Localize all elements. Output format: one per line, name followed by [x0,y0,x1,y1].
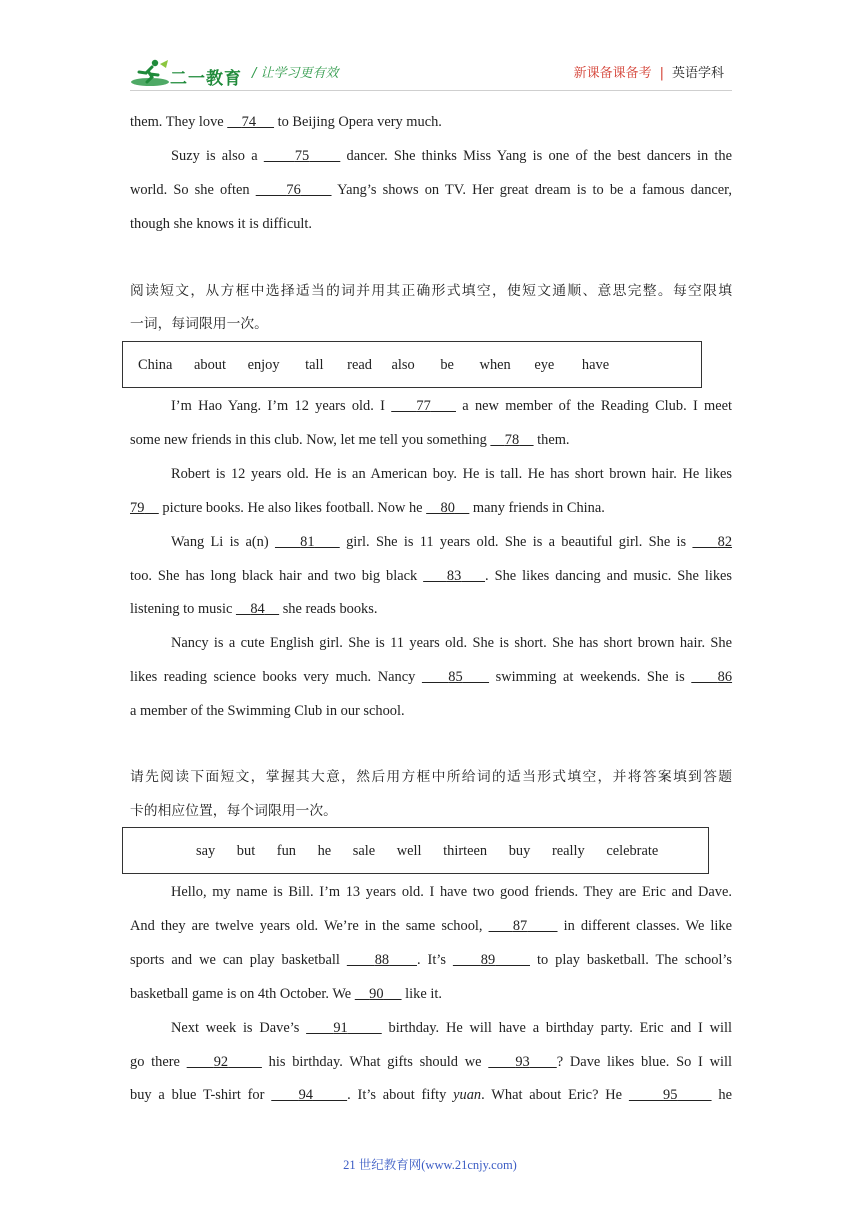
word-bank-item: China [138,357,173,373]
text-line: world. So she often 76 Yang’s shows on TV. Her great dream is to be a famous dancer, [130,182,732,198]
text-line: go there 92 his birthday. What gifts should we 93 ? Dave likes blue. So I will [130,1054,732,1070]
logo-text: 二一教育 [170,69,242,89]
word-bank-item: about [193,357,226,373]
text-line: though she knows it is difficult. [130,216,313,232]
word-bank-item: celebrate [606,843,659,859]
header-divider [130,90,732,91]
section3-instruction-cont: 卡的相应位置，每个词限用一次。 [130,803,337,819]
word-bank-item: read [347,357,372,373]
blank-85: 85 [448,669,463,685]
blank-79: 79 [130,500,145,516]
word-bank-item: enjoy [247,357,280,373]
text-line: Robert is 12 years old. He is an American boy. He is tall. He has short brown hair. He likes [171,466,732,482]
word-bank-item: eye [534,357,555,373]
section2-instruction: 阅读短文，从方框中选择适当的词并用其正确形式填空，使短文通顺、意思完整。每空限填 [130,283,732,299]
page-header [130,52,732,96]
header-right [574,62,724,81]
header-right-title: 新课备课备考 [573,66,652,81]
page-footer: 21 世纪教育网(www.21cnjy.com) [343,1158,517,1172]
word-bank-item: thirteen [443,843,488,859]
blank-80: 80 [440,500,455,516]
text-line: Suzy is also a 75 dancer. She thinks Miss Yang is one of the best dancers in the [171,148,732,164]
text-line: Nancy is a cute English girl. She is 11 years old. She is short. She has short brown hair. She [171,635,732,651]
blank-84: 84 [250,601,265,617]
word-bank-item: fun [276,843,296,859]
blank-91: 91 [333,1020,348,1036]
text-line: likes reading science books very much. Nancy 85 swimming at weekends. She is 86 [130,669,733,685]
blank-77: 77 [416,398,431,414]
text-line: Next week is Dave’s 91 birthday. He will have a birthday party. Eric and I will [171,1020,733,1036]
word-bank-item: be [440,357,454,373]
word-bank-item: really [551,843,585,859]
slogan: / 让学习更有效 [252,66,339,81]
header-separator: | [659,66,664,81]
section2-instruction-cont: 一词，每词限用一次。 [130,316,268,332]
word-bank-item: he [317,843,332,859]
text-line: Wang Li is a(n) 81 girl. She is 11 years old. She is a beautiful girl. She is 82 [171,534,733,550]
text-line: And they are twelve years old. We’re in the same school, 87 in different classes. We like [130,918,732,934]
blank-81: 81 [300,534,315,550]
word-bank-item: sale [352,843,376,859]
word-bank-item: say [196,843,216,859]
section3-instruction: 请先阅读下面短文，掌握其大意，然后用方框中所给词的适当形式填空，并将答案填到答题 [130,769,732,785]
blank-92: 92 [213,1054,229,1070]
text-line: 79 picture books. He also likes football. Now he 80 many friends in China. [130,500,605,516]
text-line: a member of the Swimming Club in our school. [130,703,405,719]
word-bank-item: buy [508,843,531,859]
word-bank-2 [196,843,676,860]
blank-88: 88 [374,952,390,968]
blank-95: 95 [663,1087,678,1103]
blank-86: 86 [717,669,733,685]
word-bank-1 [138,357,627,374]
blank-74: 74 [241,114,257,130]
blank-94: 94 [298,1087,313,1103]
text-line: sports and we can play basketball 88 . It’s 89 to play basketball. The school’s [130,952,733,968]
word-bank-item: have [581,357,610,373]
blank-93: 93 [515,1054,530,1070]
word-bank-item: but [236,843,256,859]
blank-76: 76 [286,182,301,198]
text-line: I’m Hao Yang. I’m 12 years old. I 77 a new member of the Reading Club. I meet [171,398,733,414]
blank-75: 75 [294,148,310,164]
blank-82: 82 [717,534,733,550]
text-line: some new friends in this club. Now, let me tell you something 78 them. [130,432,570,448]
blank-87: 87 [512,918,528,934]
header-subject: 英语学科 [671,66,724,81]
blank-90: 90 [369,986,384,1002]
word-bank-item: when [479,357,511,373]
blank-78: 78 [504,432,520,448]
text-line: too. She has long black hair and two big black 83 . She likes dancing and music. She likes [130,568,733,584]
text-line: them. They love 74 to Beijing Opera very much. [130,114,442,130]
word-bank-item: tall [305,357,324,373]
word-bank-item: also [391,357,415,373]
text-line: Hello, my name is Bill. I’m 13 years old. I have two good friends. They are Eric and Dave. [171,884,732,900]
blank-83: 83 [446,568,462,584]
runner-logo-icon [130,58,170,88]
text-line: listening to music 84 she reads books. [130,601,378,617]
blank-89: 89 [480,952,496,968]
text-line: buy a blue T-shirt for 94 . It’s about fifty yuan. What about Eric? He 95 he [130,1087,732,1103]
logo [130,58,260,88]
text-line: basketball game is on 4th October. We 90 like it. [130,986,442,1002]
word-bank-item: well [396,843,422,859]
